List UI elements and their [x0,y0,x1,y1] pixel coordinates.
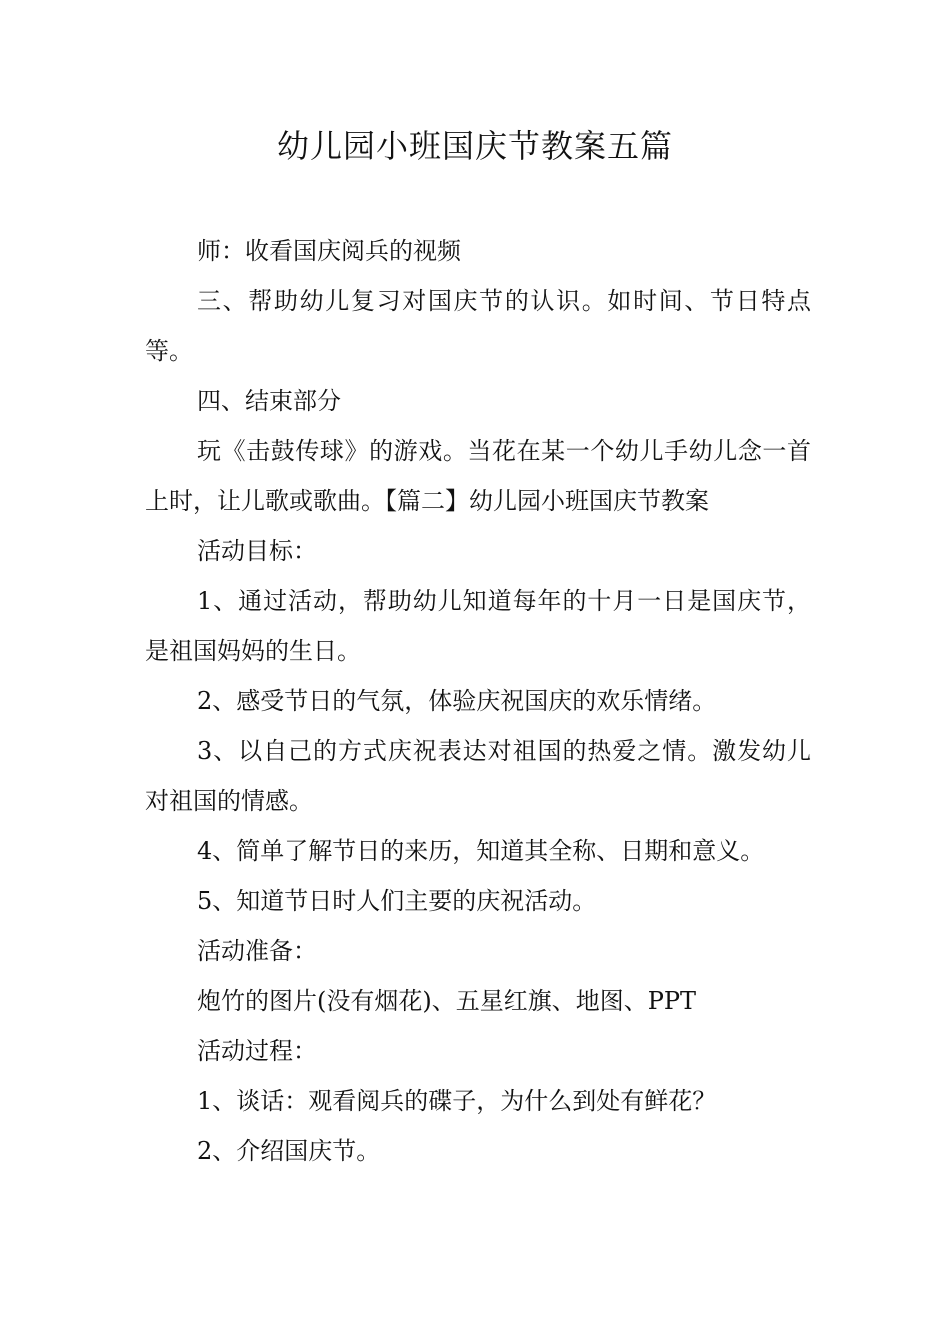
paragraph: 5、知道节日时人们主要的庆祝活动。 [197,887,597,915]
paragraph: 4、简单了解节日的来历，知道其全称、日期和意义。 [197,837,765,865]
paragraph: 1、通过活动，帮助幼儿知道每年的十月一日是国庆节，是祖国妈妈的生日。 [145,587,811,665]
paragraph: 三、帮助幼儿复习对国庆节的认识。如时间、节日特点等。 [145,287,811,365]
paragraph: 2、感受节日的气氛，体验庆祝国庆的欢乐情绪。 [197,687,717,715]
paragraph: 活动目标： [197,537,317,565]
paragraph: 四、结束部分 [197,387,341,415]
paragraph: 2、介绍国庆节。 [197,1137,381,1165]
paragraph: 活动过程： [197,1037,317,1065]
document-title: 幼儿园小班国庆节教案五篇 [276,127,673,165]
paragraph: 师：收看国庆阅兵的视频 [197,237,461,265]
document-body [145,226,811,1176]
paragraph: 活动准备： [197,937,317,965]
paragraph: 玩《击鼓传球》的游戏。当花在某一个幼儿手幼儿念一首上时，让儿歌或歌曲。【篇二】幼儿园小班国庆节教案 [145,437,811,515]
paragraph: 3、以自己的方式庆祝表达对祖国的热爱之情。激发幼儿对祖国的情感。 [145,737,811,815]
paragraph: 炮竹的图片(没有烟花)、五星红旗、地图、PPT [197,987,697,1015]
paragraph: 1、谈话：观看阅兵的碟子，为什么到处有鲜花？ [197,1087,717,1115]
